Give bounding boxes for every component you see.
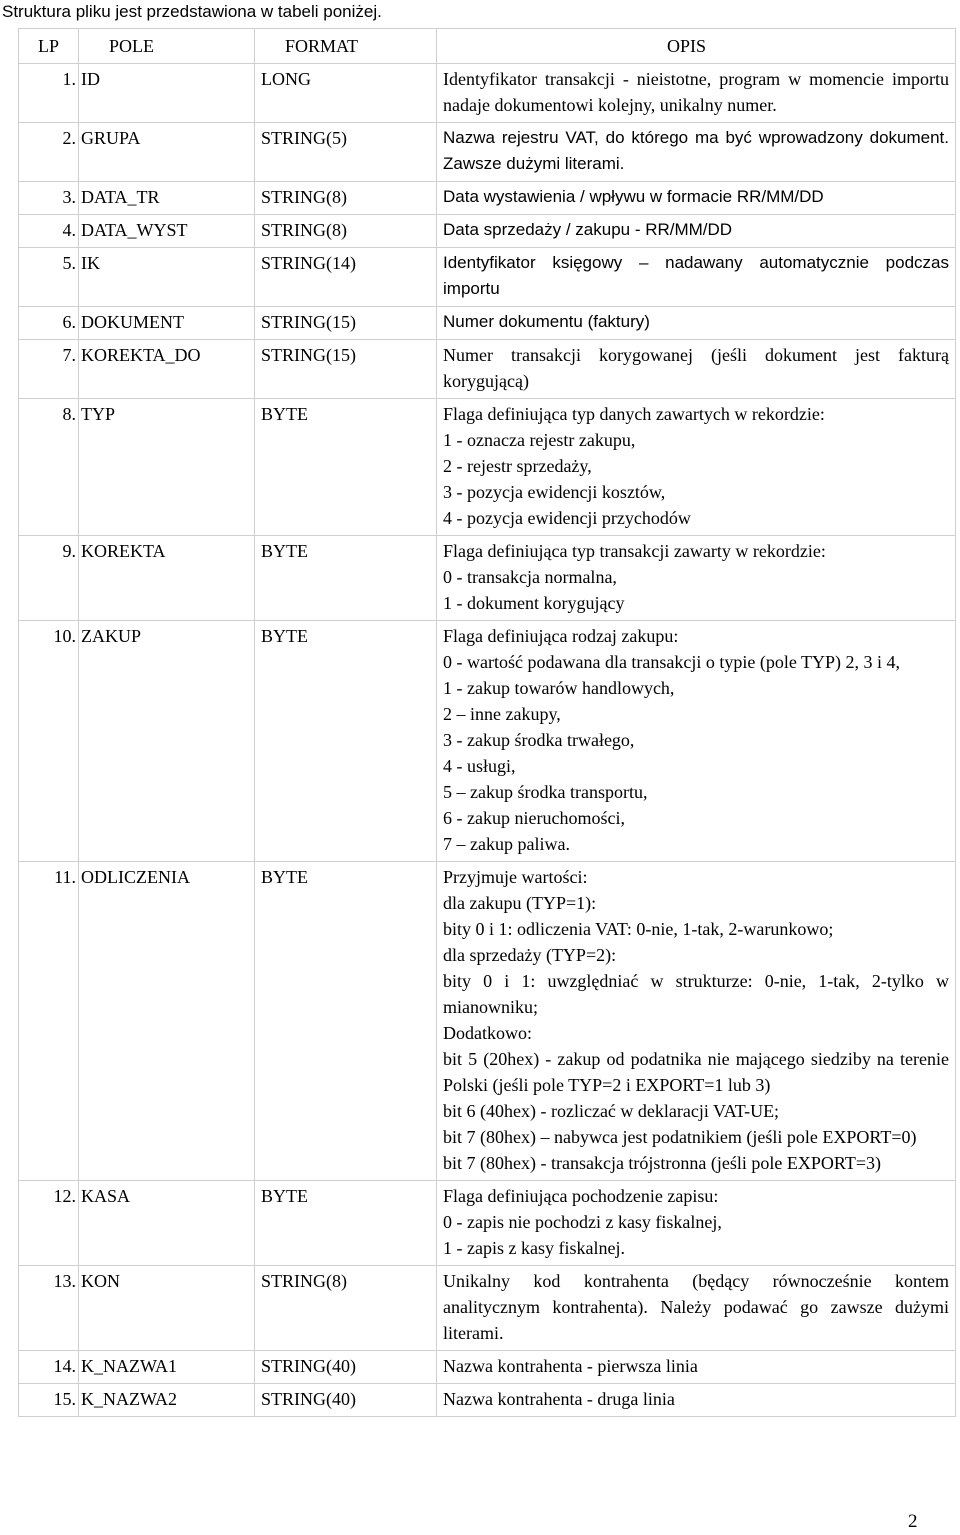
opis-line: dla zakupu (TYP=1): [443,893,597,913]
row-opis [437,1181,956,1266]
row-format: LONG [255,64,437,123]
opis-line: Data sprzedaży / zakupu - RR/MM/DD [443,220,733,239]
table-row [19,340,956,399]
table-body [19,64,956,1417]
row-lp: 13. [19,1266,79,1351]
opis-line: Numer dokumentu (faktury) [443,312,650,331]
row-opis [437,123,956,182]
opis-line: Przyjmuje wartości: [443,867,588,887]
row-opis [437,536,956,621]
opis-line: 2 - rejestr sprzedaży, [443,456,592,476]
opis-line: bit 7 (80hex) – nabywca jest podatnikiem (jeśli pole EXPORT=0) [443,1127,917,1147]
row-opis [437,1266,956,1351]
opis-line: Flaga definiująca typ danych zawartych w rekordzie: [443,404,825,424]
row-pole: GRUPA [79,123,255,182]
opis-line: 3 - pozycja ewidencji kosztów, [443,482,666,502]
opis-line: Flaga definiująca rodzaj zakupu: [443,626,679,646]
row-format: STRING(8) [255,1266,437,1351]
table-row [19,307,956,340]
intro-text: Struktura pliku jest przedstawiona w tabeli poniżej. [2,2,382,21]
table-row [19,1266,956,1351]
row-format: STRING(40) [255,1384,437,1417]
row-opis [437,862,956,1181]
table-row [19,621,956,862]
row-lp: 11. [19,862,79,1181]
row-lp: 12. [19,1181,79,1266]
row-opis [437,1384,956,1417]
opis-line: 7 – zakup paliwa. [443,834,570,854]
row-pole: KOREKTA [79,536,255,621]
row-format: STRING(5) [255,123,437,182]
opis-line: bit 7 (80hex) - transakcja trójstronna (jeśli pole EXPORT=3) [443,1153,881,1173]
row-pole: KON [79,1266,255,1351]
row-opis [437,621,956,862]
structure-table [18,28,956,1417]
opis-line: 4 - usługi, [443,756,516,776]
row-lp: 2. [19,123,79,182]
row-format: STRING(40) [255,1351,437,1384]
opis-line: bit 6 (40hex) - rozliczać w deklaracji VAT-UE; [443,1101,780,1121]
row-pole: IK [79,248,255,307]
opis-line: Flaga definiująca typ transakcji zawarty w rekordzie: [443,541,826,561]
row-opis [437,1351,956,1384]
opis-line: 4 - pozycja ewidencji przychodów [443,508,691,528]
row-lp: 6. [19,307,79,340]
opis-line: 6 - zakup nieruchomości, [443,808,625,828]
row-opis [437,340,956,399]
header-pole: POLE [79,29,255,64]
opis-line: bity 0 i 1: uwzględniać w strukturze: 0-nie, 1-tak, 2-tylko w mianowniku; [443,971,949,1017]
row-pole: ZAKUP [79,621,255,862]
opis-line: 5 – zakup środka transportu, [443,782,648,802]
row-pole: DOKUMENT [79,307,255,340]
opis-line: 2 – inne zakupy, [443,704,561,724]
row-lp: 3. [19,182,79,215]
opis-line: Data wystawienia / wpływu w formacie RR/MM/DD [443,187,824,206]
opis-line: Identyfikator transakcji - nieistotne, program w momencie importu nadaje dokumentowi kolejny, unikalny numer. [443,69,949,115]
table-row [19,248,956,307]
row-lp: 7. [19,340,79,399]
header-opis: OPIS [437,29,956,64]
row-opis [437,248,956,307]
opis-line: 1 - oznacza rejestr zakupu, [443,430,636,450]
table-row [19,1384,956,1417]
row-format: BYTE [255,621,437,862]
opis-line: Identyfikator księgowy – nadawany automatycznie podczas importu [443,253,949,298]
row-pole: TYP [79,399,255,536]
page-number: 2 [908,1511,918,1532]
row-pole: DATA_TR [79,182,255,215]
opis-line: Numer transakcji korygowanej (jeśli dokument jest fakturą korygującą) [443,345,949,391]
row-format: BYTE [255,862,437,1181]
table-row [19,64,956,123]
table-row [19,1351,956,1384]
row-opis [437,64,956,123]
row-lp: 14. [19,1351,79,1384]
table-header-row [19,29,956,64]
opis-line: bity 0 i 1: odliczenia VAT: 0-nie, 1-tak, 2-warunkowo; [443,919,834,939]
opis-line: 1 - dokument korygujący [443,593,625,613]
row-opis [437,399,956,536]
table-row [19,123,956,182]
row-lp: 5. [19,248,79,307]
row-lp: 9. [19,536,79,621]
opis-line: Dodatkowo: [443,1023,532,1043]
header-lp: LP [19,29,79,64]
row-pole: K_NAZWA1 [79,1351,255,1384]
row-format: STRING(8) [255,215,437,248]
table-row [19,215,956,248]
row-lp: 4. [19,215,79,248]
row-lp: 15. [19,1384,79,1417]
table-row [19,536,956,621]
table-row [19,1181,956,1266]
opis-line: 0 - wartość podawana dla transakcji o typie (pole TYP) 2, 3 i 4, [443,652,901,672]
row-format: STRING(15) [255,340,437,399]
row-pole: ODLICZENIA [79,862,255,1181]
opis-line: Nazwa kontrahenta - druga linia [443,1389,675,1409]
row-pole: KOREKTA_DO [79,340,255,399]
row-format: STRING(14) [255,248,437,307]
opis-line: 0 - zapis nie pochodzi z kasy fiskalnej, [443,1212,722,1232]
row-format: BYTE [255,536,437,621]
row-pole: KASA [79,1181,255,1266]
header-format: FORMAT [255,29,437,64]
opis-line: Nazwa kontrahenta - pierwsza linia [443,1356,698,1376]
opis-line: bit 5 (20hex) - zakup od podatnika nie mającego siedziby na terenie Polski (jeśli pole TYP=2 i EXPORT=1 lub 3) [443,1049,949,1095]
opis-line: Nazwa rejestru VAT, do którego ma być wprowadzony dokument. Zawsze dużymi literami. [443,128,949,173]
opis-line: 1 - zakup towarów handlowych, [443,678,675,698]
opis-line: 1 - zapis z kasy fiskalnej. [443,1238,625,1258]
table-row [19,862,956,1181]
row-lp: 1. [19,64,79,123]
row-opis [437,182,956,215]
row-pole: ID [79,64,255,123]
table-row [19,399,956,536]
row-format: STRING(8) [255,182,437,215]
opis-line: dla sprzedaży (TYP=2): [443,945,617,965]
row-opis [437,307,956,340]
row-format: STRING(15) [255,307,437,340]
opis-line: 0 - transakcja normalna, [443,567,617,587]
row-pole: K_NAZWA2 [79,1384,255,1417]
opis-line: Flaga definiująca pochodzenie zapisu: [443,1186,719,1206]
row-format: BYTE [255,1181,437,1266]
opis-line: Unikalny kod kontrahenta (będący równocześnie kontem analitycznym kontrahenta). Należy podawać go zawsze dużymi literami. [443,1271,949,1343]
row-lp: 10. [19,621,79,862]
row-format: BYTE [255,399,437,536]
row-pole: DATA_WYST [79,215,255,248]
row-lp: 8. [19,399,79,536]
row-opis [437,215,956,248]
table-row [19,182,956,215]
opis-line: 3 - zakup środka trwałego, [443,730,635,750]
